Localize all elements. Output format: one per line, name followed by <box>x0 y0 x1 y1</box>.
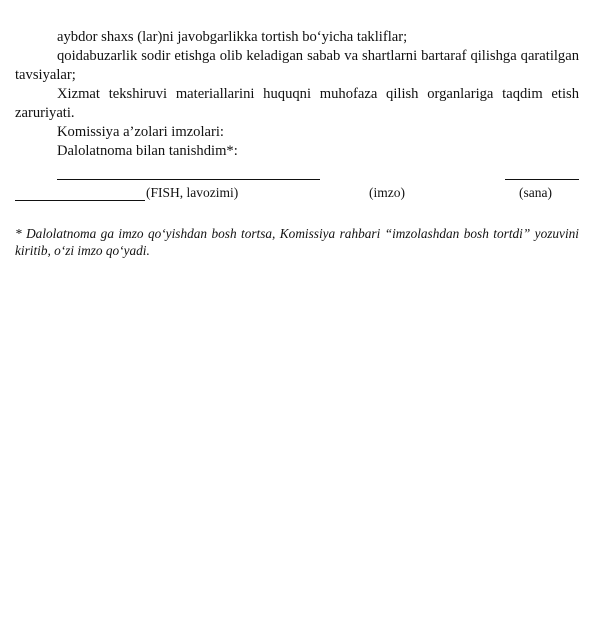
paragraph-proposals: aybdor shaxs (lar)ni javobgarlikka tortish bo‘yicha takliflar; <box>57 29 408 45</box>
signature-line-date <box>505 179 579 180</box>
signature-line-left <box>15 200 145 201</box>
signature-line-name <box>57 179 320 180</box>
label-fish-position: (FISH, lavozimi) <box>146 185 239 200</box>
paragraph-recommendations: qoidabuzarlik sodir etishga olib keladigan sabab va shartlarni bartaraf qilishga qaratilgan tavsiyalar; <box>15 48 579 83</box>
label-date: (sana) <box>519 185 552 200</box>
paragraph-necessity: Xizmat tekshiruvi materiallarini huquqni muhofaza qilish organlariga taqdim etish zaruriyati. <box>15 86 579 121</box>
paragraph-acknowledgement: Dalolatnoma bilan tanishdim*: <box>57 143 238 159</box>
label-signature: (imzo) <box>369 185 405 200</box>
footnote: * Dalolatnoma ga imzo qo‘yishdan bosh tortsa, Komissiya rahbari “imzolashdan bosh tortdi” yozuvini kiritib, o‘zi imzo qo‘yadi. <box>15 226 579 258</box>
paragraph-commission-signatures: Komissiya a’zolari imzolari: <box>57 124 224 140</box>
